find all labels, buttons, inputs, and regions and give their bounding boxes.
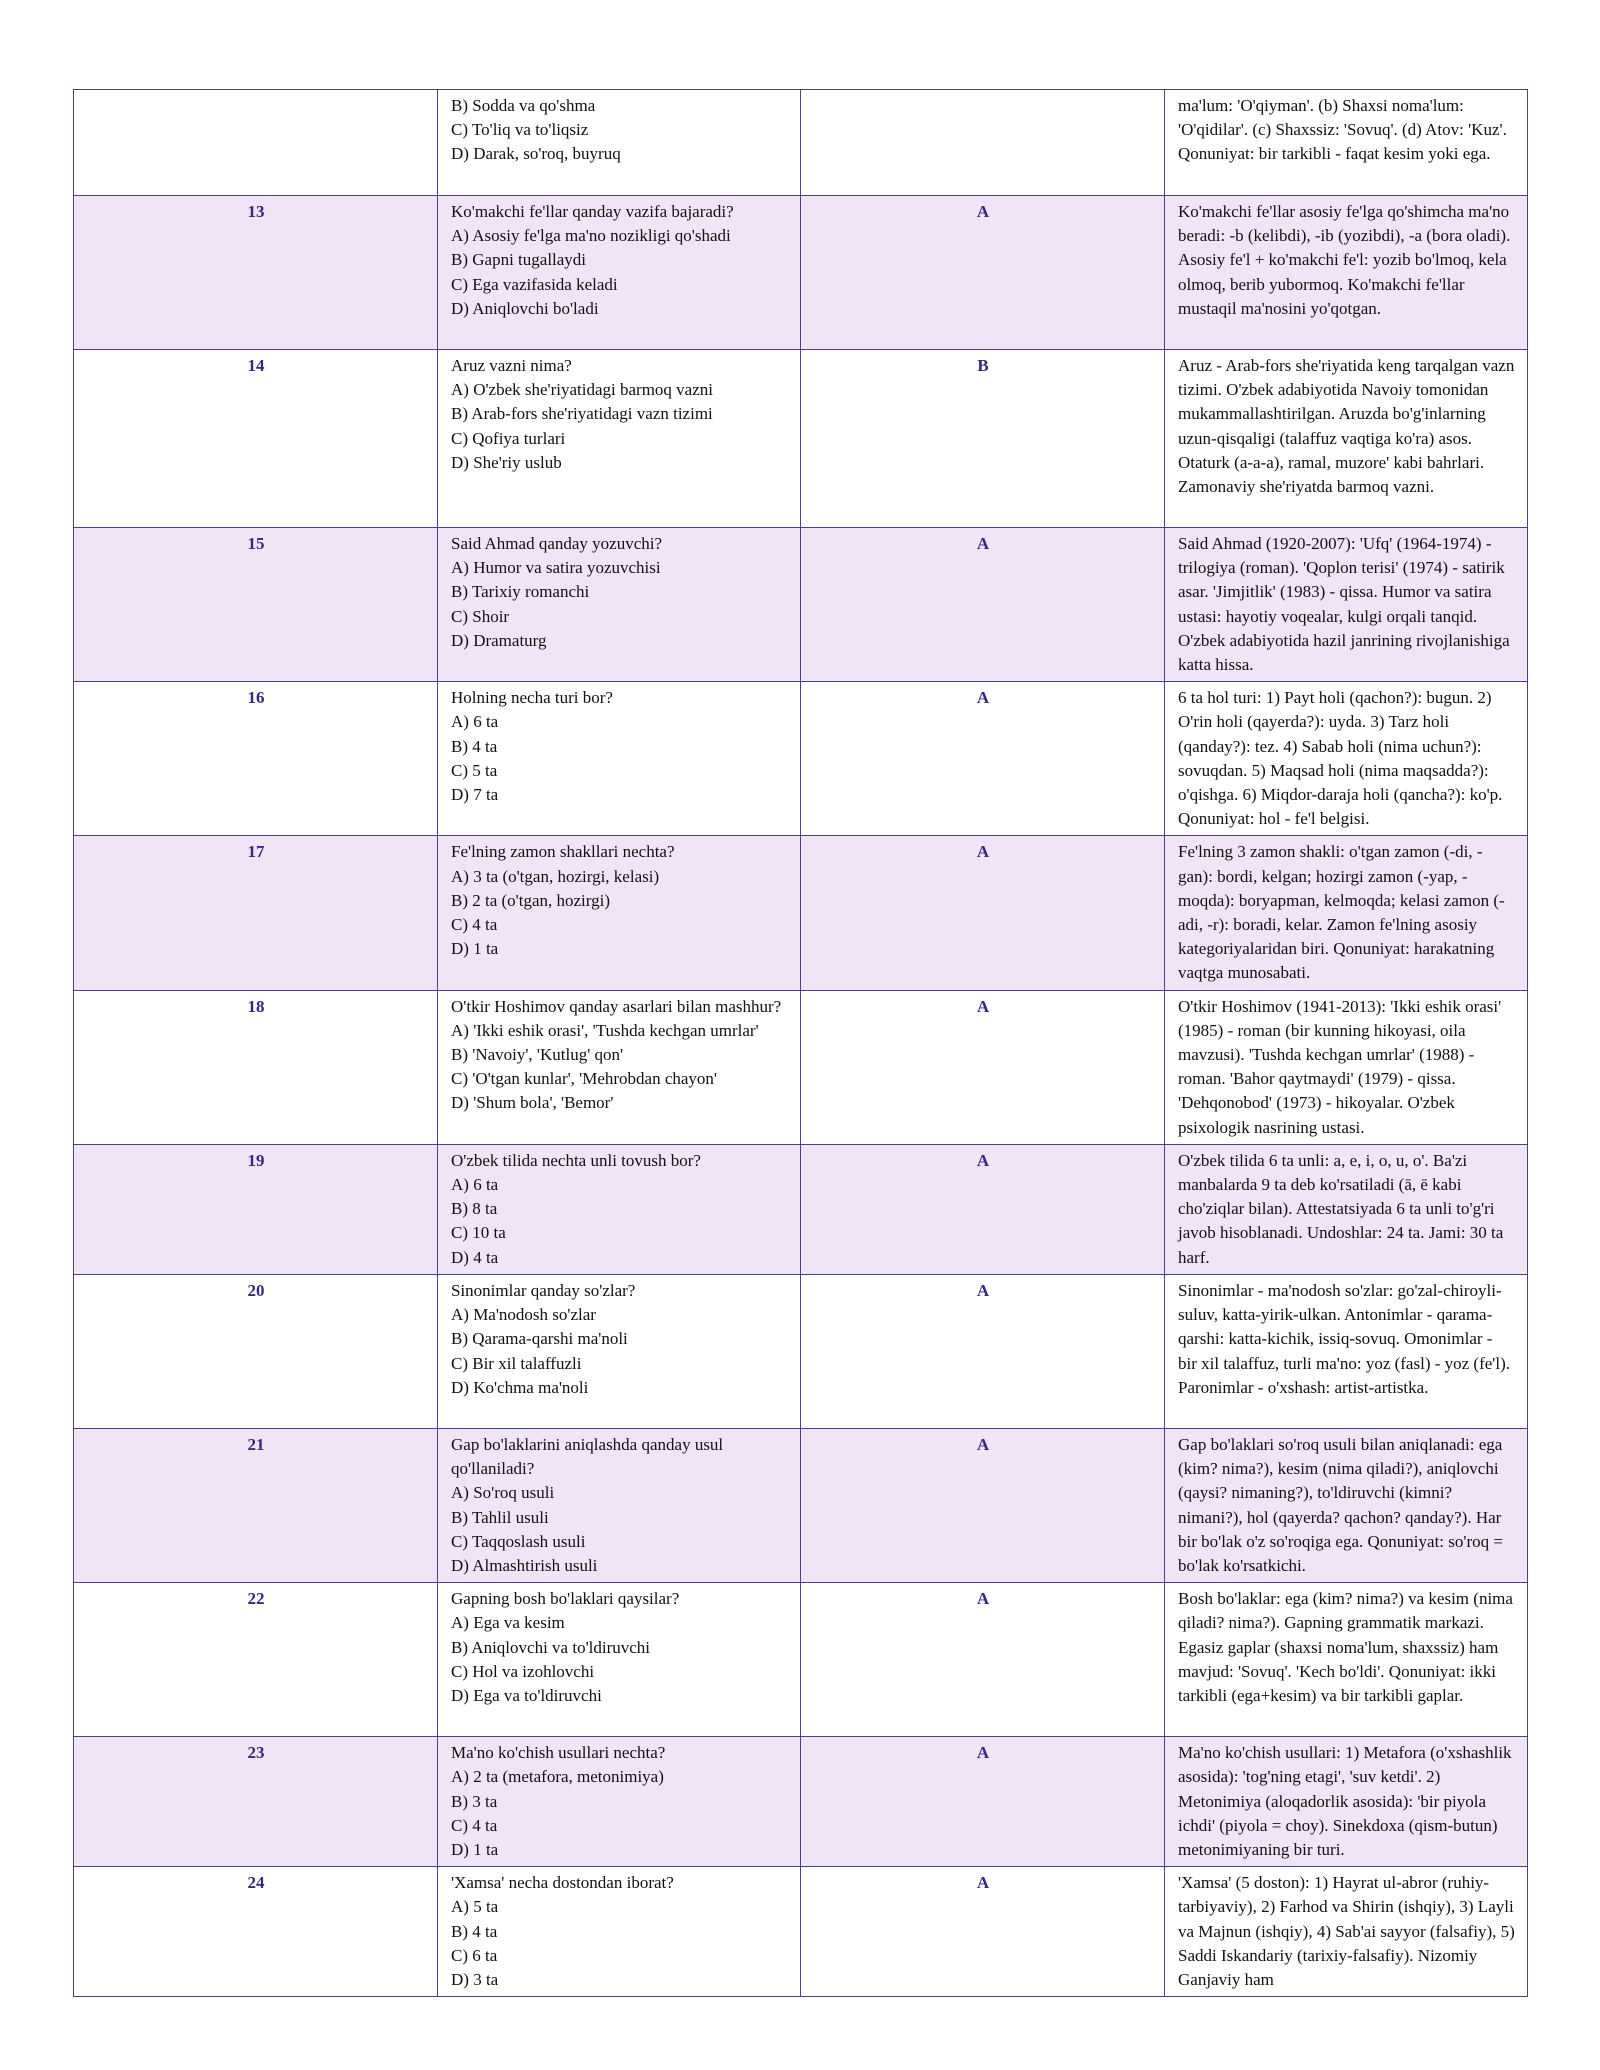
correct-answer: A	[801, 1274, 1165, 1428]
explanation-cell: Sinonimlar - ma'nodosh so'zlar: go'zal-chiroyli-suluv, katta-yirik-ulkan. Antonimlar - qarama-qarshi: katta-kichik, issiq-sovuq. Omonimlar - bir xil talaffuz, turli ma'no: yoz (fasl) - yoz (fe'l). Paronimlar - o'xshash: artist-artistka.	[1165, 1274, 1528, 1428]
answer-option: B) 3 ta	[451, 1791, 498, 1811]
question-cell	[438, 196, 801, 350]
question-number: 17	[74, 836, 438, 990]
table-row	[74, 1583, 1528, 1737]
answer-option: A) 6 ta	[451, 1175, 499, 1195]
answer-option: D) Ko'chma ma'noli	[451, 1377, 589, 1397]
table-row	[74, 1867, 1528, 1997]
answer-option: D) She'riy uslub	[451, 452, 562, 472]
answer-option: A) 'Ikki eshik orasi', 'Tushda kechgan umrlar'	[451, 1020, 759, 1040]
quiz-table-body	[74, 90, 1528, 1997]
question-number	[74, 90, 438, 196]
answer-option: C) 10 ta	[451, 1223, 506, 1243]
explanation-cell: Ma'no ko'chish usullari: 1) Metafora (o'xshashlik asosida): 'tog'ning etagi', 'suv ketdi'. 2) Metonimiya (aloqadorlik asosida): 'bir piyola ichdi' (piyola = choy). Sinekdoxa (qism-butun) metonimiyaning bir turi.	[1165, 1737, 1528, 1867]
question-cell	[438, 1428, 801, 1582]
explanation-cell: ma'lum: 'O'qiyman'. (b) Shaxsi noma'lum: 'O'qidilar'. (c) Shaxssiz: 'Sovuq'. (d) Atov: 'Kuz'. Qonuniyat: bir tarkibli - faqat kesim yoki ega.	[1165, 90, 1528, 196]
answer-option: A) 3 ta (o'tgan, hozirgi, kelasi)	[451, 866, 660, 886]
table-row	[74, 1737, 1528, 1867]
question-cell	[438, 990, 801, 1144]
explanation-cell: Fe'lning 3 zamon shakli: o'tgan zamon (-di, -gan): bordi, kelgan; hozirgi zamon (-yap, -moqda): boryapman, kelmoqda; kelasi zamon (-adi, -r): boradi, kelar. Zamon fe'lning asosiy kategoriyalaridan biri. Qonuniyat: harakatning vaqtga munosabati.	[1165, 836, 1528, 990]
question-text: Gap bo'laklarini aniqlashda qanday usul qo'llaniladi?	[451, 1434, 724, 1479]
answer-option: A) Asosiy fe'lga ma'no nozikligi qo'shadi	[451, 226, 731, 246]
explanation-cell: Bosh bo'laklar: ega (kim? nima?) va kesim (nima qiladi? nima?). Gapning grammatik markazi. Egasiz gaplar (shaxsi noma'lum, shaxssiz) ham mavjud: 'Sovuq'. 'Kech bo'ldi'. Qonuniyat: ikki tarkibli (ega+kesim) va bir tarkibli gaplar.	[1165, 1583, 1528, 1737]
answer-option: A) 6 ta	[451, 712, 499, 732]
table-row	[74, 528, 1528, 682]
correct-answer: A	[801, 990, 1165, 1144]
question-number: 16	[74, 682, 438, 836]
correct-answer: A	[801, 1428, 1165, 1582]
question-number: 23	[74, 1737, 438, 1867]
answer-option: C) Taqqoslash usuli	[451, 1531, 586, 1551]
question-text: Holning necha turi bor?	[451, 688, 613, 708]
answer-option: C) 6 ta	[451, 1945, 498, 1965]
answer-option: D) 7 ta	[451, 785, 499, 805]
answer-option: B) Tarixiy romanchi	[451, 582, 590, 602]
table-row	[74, 1428, 1528, 1582]
explanation-cell: 6 ta hol turi: 1) Payt holi (qachon?): bugun. 2) O'rin holi (qayerda?): uyda. 3) Tarz holi (qanday?): tez. 4) Sabab holi (nima uchun?): sovuqdan. 5) Maqsad holi (nima maqsadda?): o'qishga. 6) Miqdor-daraja holi (qancha?): ko'p. Qonuniyat: hol - fe'l belgisi.	[1165, 682, 1528, 836]
question-cell	[438, 836, 801, 990]
question-cell	[438, 1144, 801, 1274]
question-text: 'Xamsa' necha dostondan iborat?	[451, 1873, 674, 1893]
answer-option: C) To'liq va to'liqsiz	[451, 120, 589, 140]
question-number: 24	[74, 1867, 438, 1997]
question-number: 19	[74, 1144, 438, 1274]
question-number: 20	[74, 1274, 438, 1428]
correct-answer: A	[801, 836, 1165, 990]
question-text: Aruz vazni nima?	[451, 356, 572, 375]
answer-option: C) 'O'tgan kunlar', 'Mehrobdan chayon'	[451, 1069, 717, 1089]
question-text: O'zbek tilida nechta unli tovush bor?	[451, 1150, 701, 1170]
question-text: Sinonimlar qanday so'zlar?	[451, 1280, 636, 1300]
answer-option: D) 'Shum bola', 'Bemor'	[451, 1093, 614, 1113]
answer-option: A) Ma'nodosh so'zlar	[451, 1305, 596, 1325]
answer-option: C) Hol va izohlovchi	[451, 1661, 595, 1681]
answer-option: B) Aniqlovchi va to'ldiruvchi	[451, 1637, 651, 1657]
answer-option: C) 4 ta	[451, 1815, 498, 1835]
explanation-cell: Said Ahmad (1920-2007): 'Ufq' (1964-1974) - trilogiya (roman). 'Qoplon terisi' (1974) - satirik asar. 'Jimjitlik' (1983) - qissa. Humor va satira ustasi: hayotiy voqealar, kulgi orqali tanqid. O'zbek adabiyotida hazil janrining rivojlanishiga katta hissa.	[1165, 528, 1528, 682]
correct-answer: A	[801, 1867, 1165, 1997]
answer-option: B) 8 ta	[451, 1199, 498, 1219]
answer-option: D) 1 ta	[451, 939, 499, 959]
correct-answer: A	[801, 528, 1165, 682]
answer-option: A) O'zbek she'riyatidagi barmoq vazni	[451, 380, 713, 400]
table-row	[74, 196, 1528, 350]
answer-option: B) Arab-fors she'riyatidagi vazn tizimi	[451, 404, 713, 424]
answer-option: D) 3 ta	[451, 1969, 499, 1989]
question-number: 15	[74, 528, 438, 682]
answer-option: D) 1 ta	[451, 1839, 499, 1859]
correct-answer: A	[801, 1737, 1165, 1867]
question-text: Ko'makchi fe'llar qanday vazifa bajaradi?	[451, 202, 734, 221]
table-row	[74, 990, 1528, 1144]
correct-answer: A	[801, 682, 1165, 836]
answer-option: A) So'roq usuli	[451, 1483, 555, 1503]
answer-option: C) Qofiya turlari	[451, 428, 566, 448]
correct-answer: A	[801, 1144, 1165, 1274]
explanation-cell: Gap bo'laklari so'roq usuli bilan aniqlanadi: ega (kim? nima?), kesim (nima qiladi?), aniqlovchi (qaysi? nimaning?), to'ldiruvchi (kimni? nimani?), hol (qayerda? qachon? qanday?). Har bir bo'lak o'z so'roqiga ega. Qonuniyat: so'roq = bo'lak ko'rsatkichi.	[1165, 1428, 1528, 1582]
answer-option: C) Ega vazifasida keladi	[451, 274, 618, 294]
question-number: 21	[74, 1428, 438, 1582]
answer-option: D) 4 ta	[451, 1247, 499, 1267]
answer-option: B) 4 ta	[451, 1921, 498, 1941]
answer-option: C) Bir xil talaffuzli	[451, 1353, 582, 1373]
answer-option: D) Almashtirish usuli	[451, 1555, 598, 1575]
correct-answer: A	[801, 196, 1165, 350]
question-cell	[438, 682, 801, 836]
question-cell	[438, 1867, 801, 1997]
table-row	[74, 682, 1528, 836]
answer-option: C) 4 ta	[451, 915, 498, 935]
explanation-cell: O'zbek tilida 6 ta unli: a, e, i, o, u, o'. Ba'zi manbalarda 9 ta deb ko'rsatiladi (ā, ē kabi cho'ziqlar bilan). Attestatsiyada 6 ta unli to'g'ri javob hisoblanadi. Undoshlar: 24 ta. Jami: 30 ta harf.	[1165, 1144, 1528, 1274]
question-text: Gapning bosh bo'laklari qaysilar?	[451, 1589, 680, 1609]
answer-option: D) Darak, so'roq, buyruq	[451, 144, 621, 164]
answer-option: B) Sodda va qo'shma	[451, 96, 596, 115]
question-cell	[438, 90, 801, 196]
explanation-cell: O'tkir Hoshimov (1941-2013): 'Ikki eshik orasi' (1985) - roman (bir kunning hikoyasi, oila mavzusi). 'Tushda kechgan umrlar' (1988) - roman. 'Bahor qaytmaydi' (1979) - qissa. 'Dehqonobod' (1973) - hikoyalar. O'zbek psixologik nasrining ustasi.	[1165, 990, 1528, 1144]
table-row	[74, 1144, 1528, 1274]
explanation-cell: 'Xamsa' (5 doston): 1) Hayrat ul-abror (ruhiy-tarbiyaviy), 2) Farhod va Shirin (ishqiy), 3) Layli va Majnun (ishqiy), 4) Sab'ai sayyor (falsafiy), 5) Saddi Iskandariy (tarixiy-falsafiy). Nizomiy Ganjaviy ham	[1165, 1867, 1528, 1997]
explanation-cell: Ko'makchi fe'llar asosiy fe'lga qo'shimcha ma'no beradi: -b (kelibdi), -ib (yozibdi), -a (bora oladi). Asosiy fe'l + ko'makchi fe'l: yozib bo'lmoq, kela olmoq, berib yubormoq. Ko'makchi fe'llar mustaqil ma'nosini yo'qotgan.	[1165, 196, 1528, 350]
correct-answer: A	[801, 1583, 1165, 1737]
answer-option: B) 2 ta (o'tgan, hozirgi)	[451, 890, 611, 910]
answer-option: B) Tahlil usuli	[451, 1507, 549, 1527]
table-row	[74, 350, 1528, 528]
answer-option: B) 4 ta	[451, 736, 498, 756]
correct-answer	[801, 90, 1165, 196]
answer-option: A) 2 ta (metafora, metonimiya)	[451, 1767, 664, 1787]
question-cell	[438, 1274, 801, 1428]
question-text: Ma'no ko'chish usullari nechta?	[451, 1743, 666, 1763]
question-text: O'tkir Hoshimov qanday asarlari bilan mashhur?	[451, 996, 782, 1016]
correct-answer: B	[801, 350, 1165, 528]
question-text: Said Ahmad qanday yozuvchi?	[451, 534, 663, 553]
question-cell	[438, 1737, 801, 1867]
answer-option: D) Dramaturg	[451, 630, 547, 650]
question-number: 14	[74, 350, 438, 528]
question-number: 22	[74, 1583, 438, 1737]
table-row	[74, 1274, 1528, 1428]
answer-option: B) Gapni tugallaydi	[451, 250, 587, 270]
answer-option: D) Ega va to'ldiruvchi	[451, 1685, 602, 1705]
answer-option: B) Qarama-qarshi ma'noli	[451, 1329, 628, 1349]
question-number: 13	[74, 196, 438, 350]
quiz-answer-table	[73, 89, 1528, 1997]
answer-option: C) Shoir	[451, 606, 510, 626]
question-cell	[438, 1583, 801, 1737]
answer-option: A) Humor va satira yozuvchisi	[451, 558, 661, 578]
table-row	[74, 836, 1528, 990]
answer-option: B) 'Navoiy', 'Kutlug' qon'	[451, 1045, 624, 1065]
question-cell	[438, 350, 801, 528]
question-number: 18	[74, 990, 438, 1144]
answer-option: A) 5 ta	[451, 1897, 499, 1917]
question-text: Fe'lning zamon shakllari nechta?	[451, 842, 675, 862]
answer-option: C) 5 ta	[451, 760, 498, 780]
explanation-cell: Aruz - Arab-fors she'riyatida keng tarqalgan vazn tizimi. O'zbek adabiyotida Navoiy tomonidan mukammallashtirilgan. Aruzda bo'g'inlarning uzun-qisqaligi (talaffuz vaqtiga ko'ra) asos. Otaturk (a-a-a), ramal, muzore' kabi bahrlari. Zamonaviy she'riyatda barmoq vazni.	[1165, 350, 1528, 528]
answer-option: A) Ega va kesim	[451, 1613, 565, 1633]
table-row	[74, 90, 1528, 196]
answer-option: D) Aniqlovchi bo'ladi	[451, 298, 599, 318]
question-cell	[438, 528, 801, 682]
